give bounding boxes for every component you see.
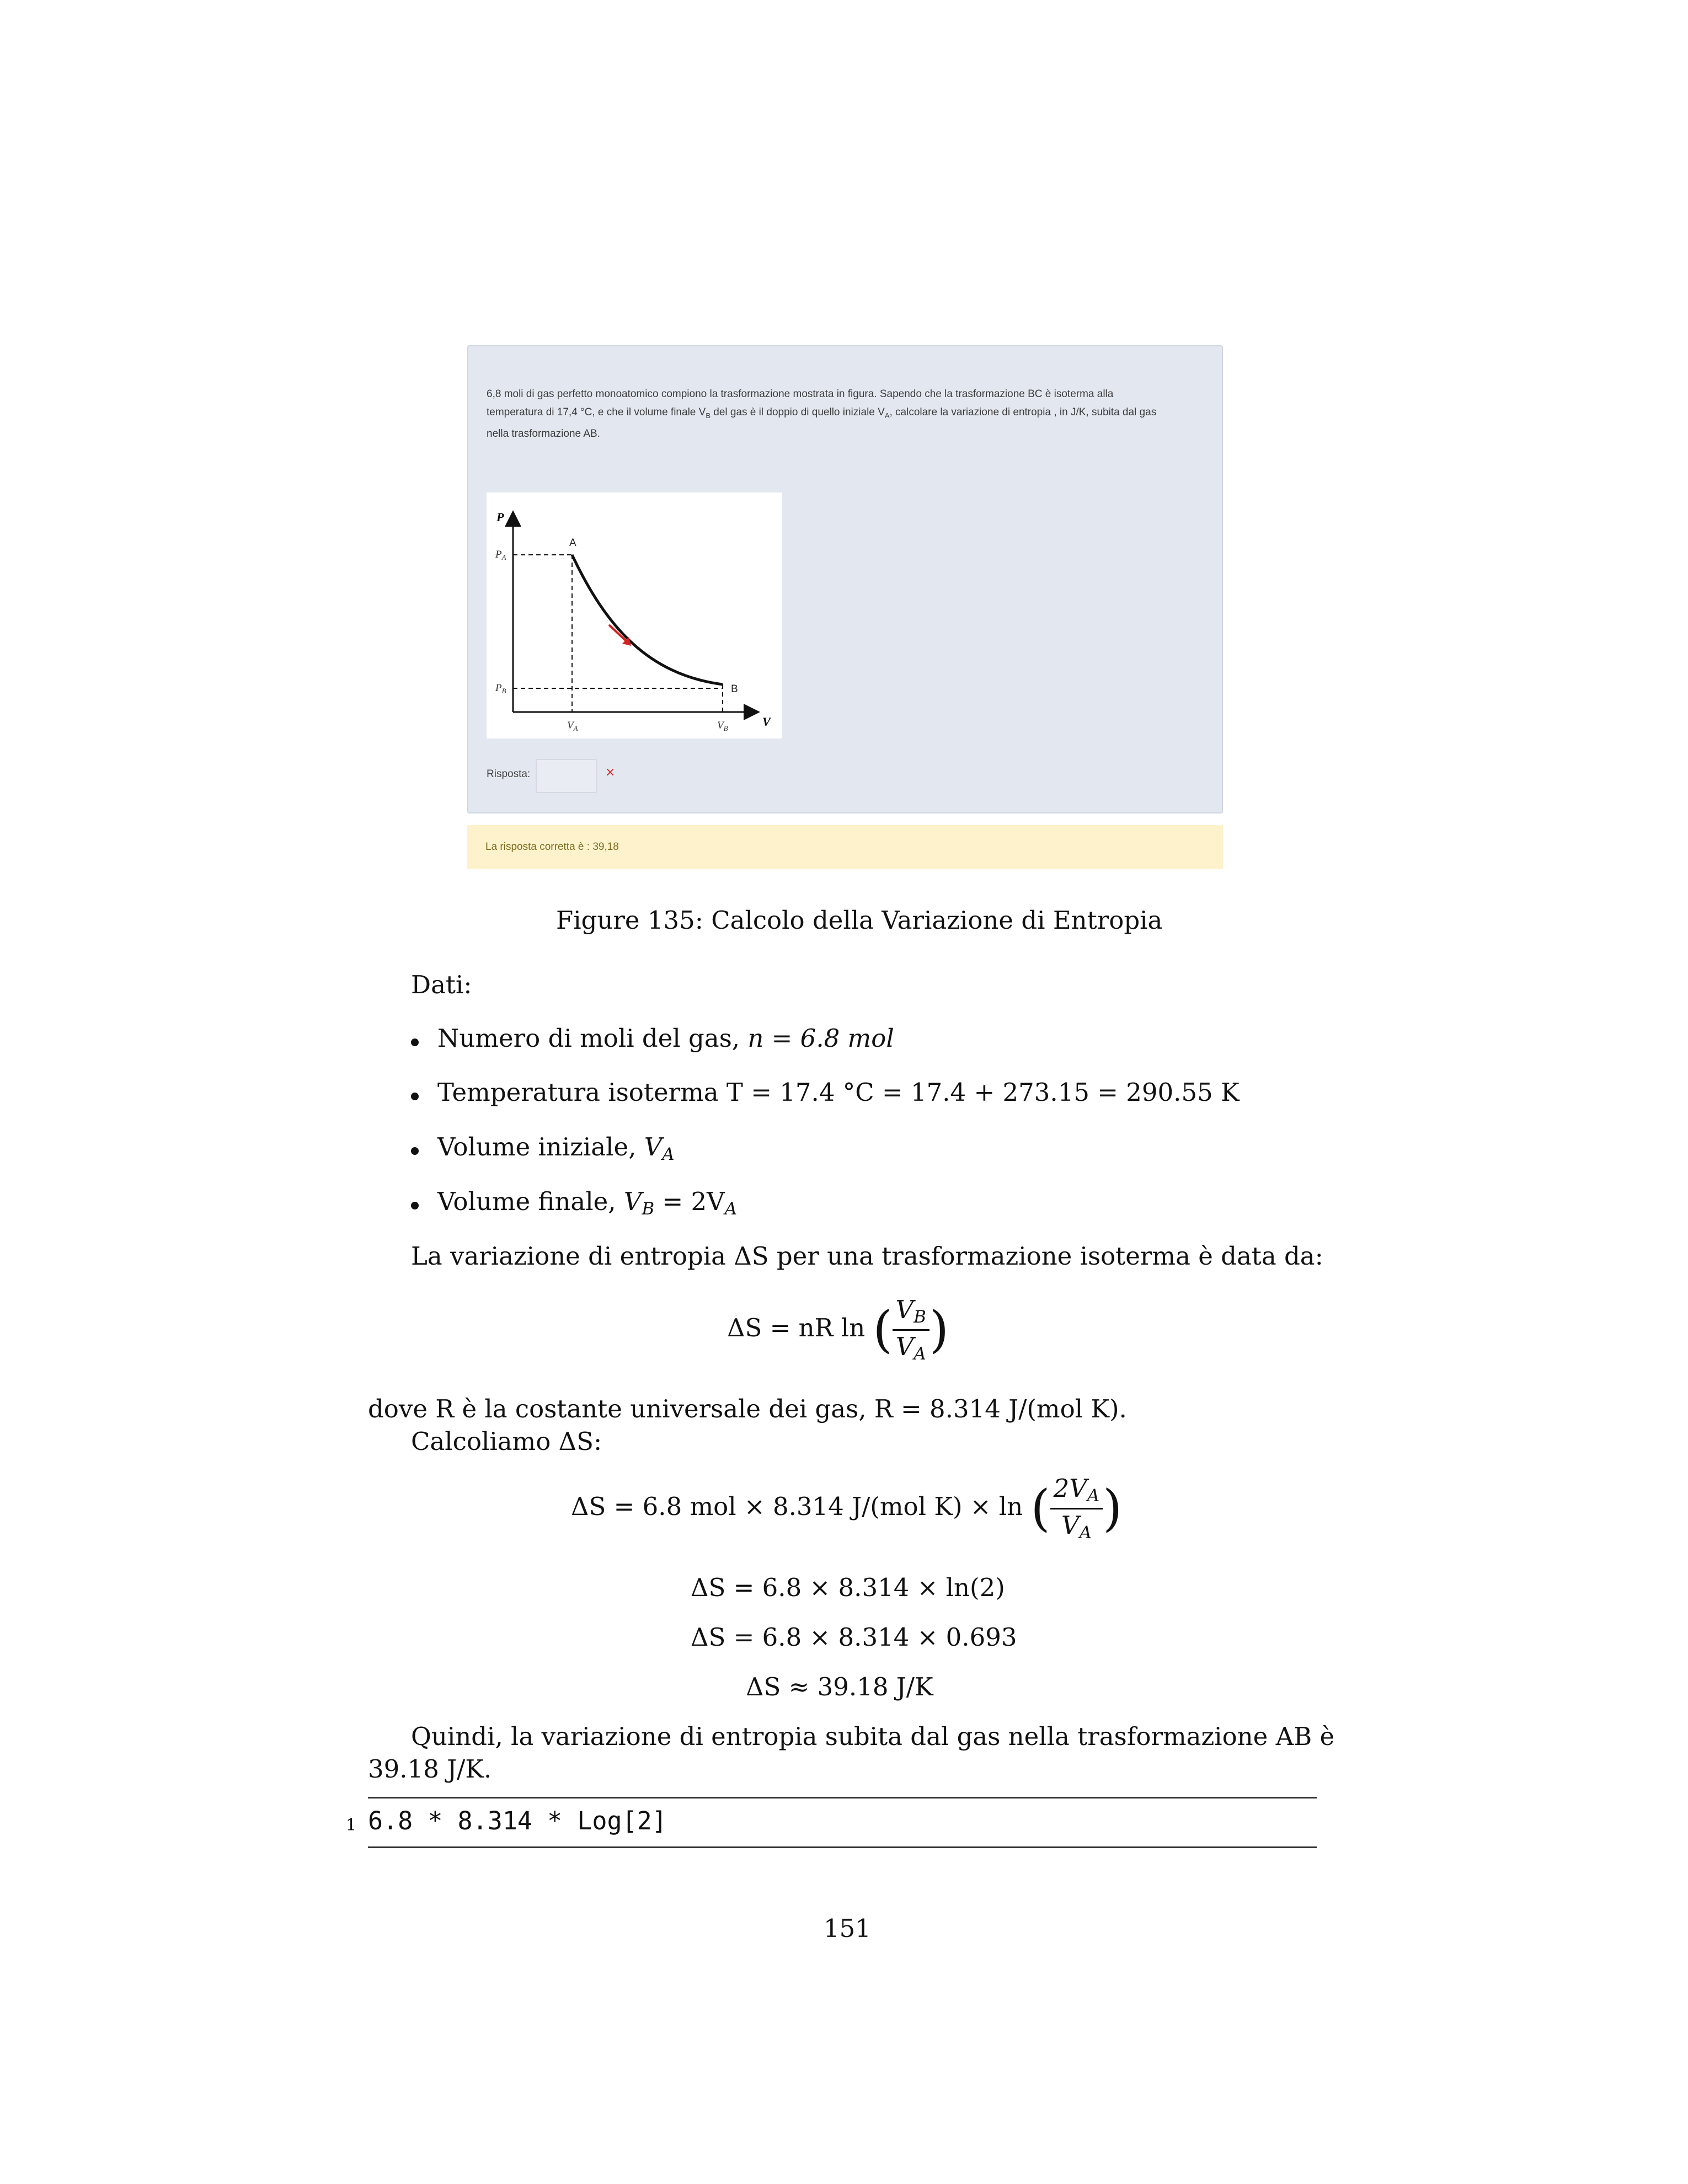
gas-constant-text: dove R è la costante universale dei gas, R = 8.314 J/(mol K).	[368, 1394, 1127, 1423]
question-line-2: temperatura di 17,4 °C, e che il volume finale $V_B$ del gas è il doppio di quello iniziale $V_A$, calcolare la variazione di entropia , in J/K, subita dal gas	[487, 406, 1157, 420]
code-listing: 6.8 * 8.314 * Log[2]	[368, 1806, 667, 1835]
bullet-temperature: Temperatura isoterma T = 17.4 °C = 17.4 + 273.15 = 290.55 K	[437, 1078, 1240, 1107]
bullet-3	[411, 1147, 419, 1155]
dati-heading: Dati:	[411, 970, 472, 999]
bullet-moles: Numero di moli del gas, n = 6.8 mol	[437, 1024, 894, 1053]
calculation-step-2: ΔS = 6.8 × 8.314 × ln(2)	[691, 1573, 1005, 1602]
pa-label: $P_A$	[495, 549, 506, 561]
point-a-label: A	[569, 537, 576, 549]
calculation-result: ΔS ≈ 39.18 J/K	[746, 1672, 933, 1701]
code-bottom-rule	[368, 1846, 1317, 1848]
question-line-1: 6,8 moli di gas perfetto monoatomico compiono la trasformazione mostrata in figura. Sapendo che la trasformazione BC è isoterma alla	[487, 388, 1114, 400]
code-line-number: 1	[346, 1816, 357, 1835]
question-card	[467, 345, 1223, 813]
va-label: $V_A$	[567, 720, 578, 732]
conclusion-line-1: Quindi, la variazione di entropia subita dal gas nella trasformazione AB è	[411, 1722, 1335, 1751]
pv-diagram	[487, 493, 782, 738]
correct-answer-feedback: La risposta corretta è : 39,18	[467, 825, 1223, 869]
intro-text: La variazione di entropia ΔS per una trasformazione isoterma è data da:	[411, 1241, 1323, 1271]
calculation-step-1: ΔS = 6.8 mol × 8.314 J/(mol K) × ln ( $\frac{2V_A}{V_A}$ )	[571, 1474, 1123, 1543]
code-top-rule	[368, 1797, 1317, 1798]
bullet-initial-volume: Volume iniziale, $V_A$	[437, 1132, 675, 1164]
point-b-label: B	[731, 683, 738, 695]
bullet-final-volume: Volume finale, $V_B = 2V_A$	[437, 1187, 738, 1219]
answer-label: Risposta:	[487, 768, 531, 780]
vb-label: $V_B$	[717, 720, 728, 732]
page-number: 151	[824, 1914, 871, 1943]
conclusion-line-2: 39.18 J/K.	[368, 1754, 492, 1784]
bullet-1	[411, 1039, 419, 1046]
calcoliamo-text: Calcoliamo ΔS:	[411, 1427, 602, 1456]
question-text	[487, 385, 1204, 443]
answer-input[interactable]	[536, 759, 597, 793]
entropy-formula: ΔS = nR ln ( $\frac{V_B}{V_A}$ )	[727, 1295, 949, 1364]
question-line-3: nella trasformazione AB.	[487, 427, 600, 440]
bullet-4	[411, 1202, 419, 1209]
pv-diagram-svg	[487, 493, 782, 738]
v-axis-label: V	[762, 715, 771, 729]
calculation-step-3: ΔS = 6.8 × 8.314 × 0.693	[691, 1623, 1017, 1652]
wrong-answer-icon: ×	[605, 766, 616, 779]
isotherm-curve	[572, 555, 723, 684]
bullet-2	[411, 1093, 419, 1100]
figure-caption: Figure 135: Calcolo della Variazione di Entropia	[556, 906, 1163, 935]
p-axis-label: P	[496, 510, 504, 524]
pb-label: $P_B$	[495, 682, 506, 695]
